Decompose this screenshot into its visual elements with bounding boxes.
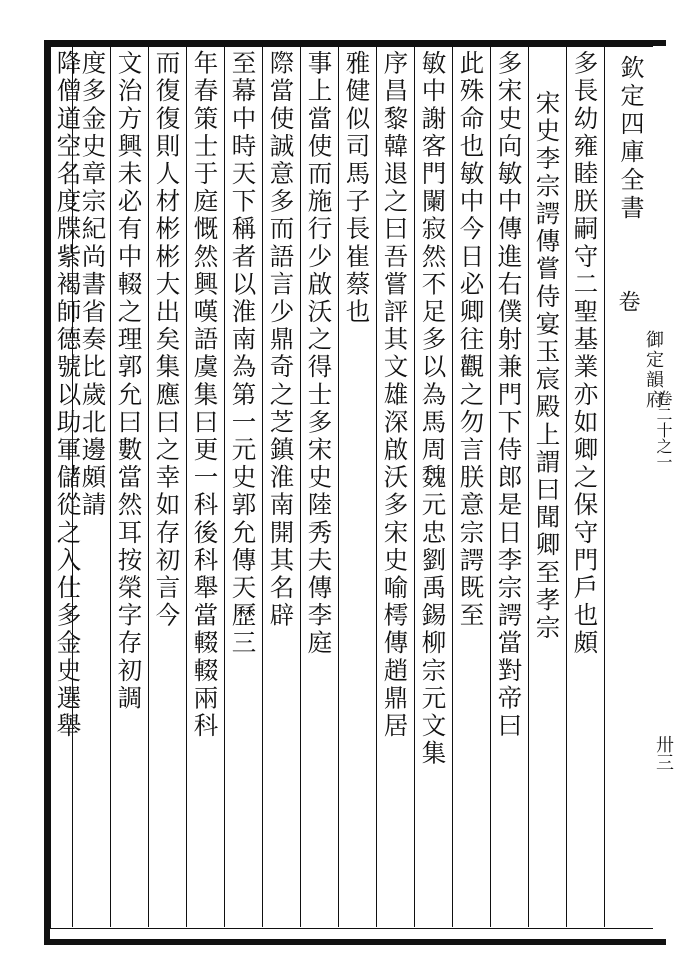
- fishtail-mark: 卷: [615, 290, 640, 312]
- side-book-name: 御定韻府: [643, 330, 664, 410]
- column-rule: [376, 46, 377, 927]
- column-rule: [604, 46, 605, 927]
- text-column: 降僧道空名度牒紫褐師德號以助軍儲從之入仕多金史選舉: [53, 50, 83, 740]
- text-column: 序昌黎韓退之曰吾嘗評其文雄深啟沃多宋史喻樗傳趙鼎居: [380, 50, 410, 740]
- text-column: 多宋史向敏中傳進右僕射兼門下侍郎是日李宗諤當對帝曰: [494, 50, 524, 740]
- column-rule: [566, 46, 567, 927]
- column-rule: [452, 46, 453, 927]
- text-column: 事上當使而施行少啟沃之得士多宋史陸秀夫傳李庭: [304, 50, 334, 658]
- text-column: 度多金史章宗紀尚書省奏比歲北邊頗請: [78, 50, 108, 520]
- text-column: 雅健似司馬子長崔蔡也: [342, 50, 372, 326]
- text-column: 此殊命也敏中今日必卿往觀之勿言朕意宗諤既至: [456, 50, 486, 630]
- column-rule: [300, 46, 301, 927]
- text-column: 際當使誠意多而語言少鼎奇之芝鎮淮南開其名辟: [266, 50, 296, 630]
- book-title: 欽定四庫全書: [616, 55, 644, 223]
- text-column: 而復復則人材彬彬大出矣集應曰之幸如存初言今: [152, 50, 182, 630]
- column-rule: [110, 46, 111, 927]
- column-rule: [414, 46, 415, 927]
- column-rule: [490, 46, 491, 927]
- text-column: 敏中謝客門闌寂然不足多以為馬周魏元忠劉禹錫柳宗元文集: [418, 50, 448, 768]
- text-column: 多長幼雍睦朕嗣守二聖基業亦如卿之保守門戶也頗: [570, 50, 600, 658]
- column-rule: [262, 46, 263, 927]
- column-rule: [224, 46, 225, 927]
- side-volume: 卷二十之一: [654, 390, 673, 470]
- text-column: 年春策士于庭慨然興嘆語虞集曰更一科後科舉當輟輟兩科: [190, 50, 220, 740]
- column-rule: [338, 46, 339, 927]
- column-rule: [186, 46, 187, 927]
- text-column: 宋史李宗諤傳嘗侍宴玉宸殿上謂曰聞卿至孝宗: [532, 90, 562, 642]
- page-number: 卅三: [653, 735, 674, 771]
- text-column: 文治方興未必有中輟之理郭允曰數當然耳按榮字存初調: [114, 50, 144, 713]
- column-rule: [528, 46, 529, 927]
- text-column: 至幕中時天下稱者以淮南為第一元史郭允傳天歷三: [228, 50, 258, 658]
- column-rule: [148, 46, 149, 927]
